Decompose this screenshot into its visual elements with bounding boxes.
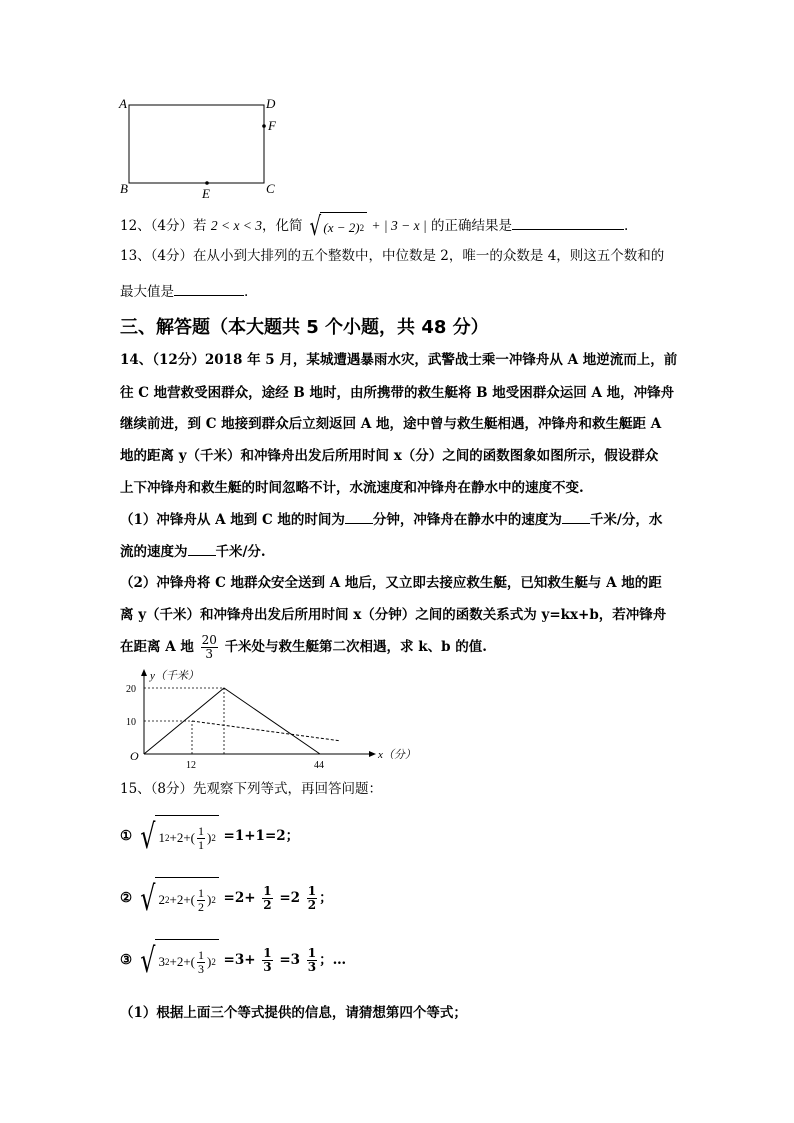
q15-eq2-rhs-a: =2+ <box>223 890 256 906</box>
y-tick-label-1: 20 <box>126 684 136 695</box>
q14-line-4: 地的距离 y（千米）和冲锋舟出发后所用时间 x（分）之间的函数图象如图所示，假设群众 <box>120 448 659 464</box>
x-tick-label-0: 12 <box>186 760 196 771</box>
x-axis-label: x（分） <box>378 749 416 761</box>
point-f <box>262 124 266 128</box>
q15-eq1-frac-num: 1 <box>197 823 204 838</box>
q12-radical: √ (x − 2) 2 <box>307 212 367 241</box>
q15-eq3-mark: ③ <box>120 952 133 968</box>
q15-eq3-frac-a: $\frac{1}{3}$ <box>263 946 272 974</box>
q15-eq-2: ② √ 2 2 +2+( $\frac{1}{2}$ ) 2 =2+ $\frac{1}{2}$ =2 $\frac{1}{2}$ ； <box>120 878 333 919</box>
q14-line-1: 14、（12分）2018 年 5 月，某城遭遇暴雨水灾，武警战士乘一冲锋舟从 A 地逆流而上，前 <box>120 352 678 368</box>
x-tick-label-1: 44 <box>314 760 324 771</box>
q15-eq1-radical: √ 1 2 +2+( $\frac{1}{1}$ ) 2 <box>137 815 219 858</box>
q14-part1-line2 <box>120 541 266 562</box>
q15-intro: 15、（8分）先观察下列等式，再回答问题： <box>120 781 383 797</box>
series-line-0 <box>144 688 320 754</box>
q14-line-3: 继续前进，到 C 地接到群众后立刻返回 A 地，途中曾与救生艇相遇，冲锋舟和救生艇距 A <box>120 416 662 432</box>
q15-eq1-mark: ① <box>120 828 133 844</box>
question-12 <box>120 212 628 241</box>
q15-eq2-mark: ② <box>120 890 133 906</box>
q15-eq2-frac-den: 2 <box>197 899 204 914</box>
q15-eq2-rhs-b: =2 <box>279 890 301 906</box>
q15-eq3-frac-num: 1 <box>197 947 204 962</box>
q12-condition: 2 < x < 3 <box>210 218 263 233</box>
q14-frac-den: 3 <box>205 647 214 661</box>
q15-eq1-base: 1 <box>158 830 165 845</box>
y-tick-label-0: 10 <box>126 717 136 728</box>
y-axis-arrow <box>141 669 147 676</box>
q15-eq3-frac-den: 3 <box>197 961 204 976</box>
rectangle-abcd <box>129 105 264 183</box>
q13-line2-text: 最大值是 <box>120 284 174 300</box>
q15-eq2-base: 2 <box>158 892 165 907</box>
q14-p1-c: 千米/分，水 <box>589 512 663 528</box>
q14-part2-line3 <box>120 629 487 665</box>
q12-end: . <box>623 218 629 234</box>
q15-eq3-tail: ；… <box>319 952 347 968</box>
q12-answer-blank[interactable] <box>512 215 624 230</box>
q14-line-2: 往 C 地营救受困群众，途经 B 地时，由所携带的救生艇将 B 地受困群众运回 A 地，冲锋舟 <box>120 385 675 401</box>
q12-pre: 若 <box>193 218 207 234</box>
q15-eq3-frac-b: $\frac{1}{3}$ <box>307 946 317 974</box>
q15-eq2-frac-b: $\frac{1}{2}$ <box>307 884 317 912</box>
section-title: 三、解答题（本大题共 5 个小题，共 48 分） <box>120 317 489 338</box>
label-e: E <box>202 186 210 201</box>
q14-p1-d: 流的速度为 <box>120 544 188 560</box>
q15-eq2-frac-num: 1 <box>197 885 204 900</box>
q14-fraction <box>201 634 218 661</box>
q12-abs-expr: + | 3 − x | <box>371 218 427 233</box>
q14-part1-line1 <box>120 509 662 530</box>
q15-eq1-rhs: =1+1=2； <box>223 828 300 844</box>
q12-post: 的正确结果是 <box>430 218 512 234</box>
q15-eq1-frac-den: 1 <box>197 837 204 852</box>
q15-eq3-radical: √ 3 2 +2+( $\frac{1}{3}$ ) 2 <box>137 939 219 982</box>
q15-eq3-base: 3 <box>158 954 165 969</box>
q12-mid: ，化简 <box>262 218 303 234</box>
q14-p1-a: （1）冲锋舟从 A 地到 C 地的时间为 <box>120 512 345 528</box>
label-d: D <box>266 96 276 111</box>
label-b: B <box>120 181 128 196</box>
q15-eq2-radical: √ 2 2 +2+( $\frac{1}{2}$ ) 2 <box>137 877 219 920</box>
label-c: C <box>266 181 275 196</box>
origin-label: O <box>130 749 139 763</box>
point-e <box>205 181 209 185</box>
q14-part2-line1: （2）冲锋舟将 C 地群众安全送到 A 地后，又立即去接应救生艇，已知救生艇与 A 地的距 <box>120 575 662 591</box>
q12-rad-exp: 2 <box>359 223 365 233</box>
q13-end: . <box>244 284 249 300</box>
q15-eq-3 <box>120 939 346 982</box>
q15-eq3-rhs-a: =3+ <box>223 952 256 968</box>
q14-blank-speed[interactable] <box>562 509 590 524</box>
q15-sub1: （1）根据上面三个等式提供的信息，请猜想第四个等式； <box>120 1005 467 1021</box>
q12-rad-expr: (x − 2) <box>323 220 360 235</box>
label-f: F <box>268 118 276 133</box>
q14-p2-a: 在距离 A 地 <box>120 639 194 655</box>
q15-eq3-rhs-b: =3 <box>279 952 301 968</box>
q14-blank-water[interactable] <box>188 541 216 556</box>
series-line-1 <box>192 721 340 741</box>
q14-frac-num: 20 <box>201 633 217 647</box>
q12-number: 12、（4分） <box>120 218 194 234</box>
q14-line-5: 上下冲锋舟和救生艇的时间忽略不计，水流速度和冲锋舟在静水中的速度不变. <box>120 480 584 496</box>
y-axis-label: y（千米） <box>150 670 199 682</box>
q15-eq2-frac-a: $\frac{1}{2}$ <box>263 884 272 912</box>
q14-part2-line2: 离 y（千米）和冲锋舟出发后所用时间 x（分钟）之间的函数关系式为 y=kx+b，若冲锋舟 <box>120 607 667 623</box>
q14-p1-e: 千米/分. <box>215 544 266 560</box>
q14-blank-time[interactable] <box>345 509 373 524</box>
question-13-line2 <box>120 281 248 302</box>
q14-p2-b: 千米处与救生艇第二次相遇，求 k、b 的值. <box>224 639 487 655</box>
q15-eq-1 <box>120 815 299 858</box>
q13-answer-blank[interactable] <box>174 281 244 296</box>
question-13-line1: 13、（4分）在从小到大排列的五个整数中，中位数是 2，唯一的众数是 4，则这五个数和的 <box>120 248 665 264</box>
q14-p1-b: 分钟，冲锋舟在静水中的速度为 <box>372 512 562 528</box>
x-axis-arrow <box>369 751 376 757</box>
distance-time-chart <box>118 668 416 774</box>
label-a: A <box>119 96 127 111</box>
